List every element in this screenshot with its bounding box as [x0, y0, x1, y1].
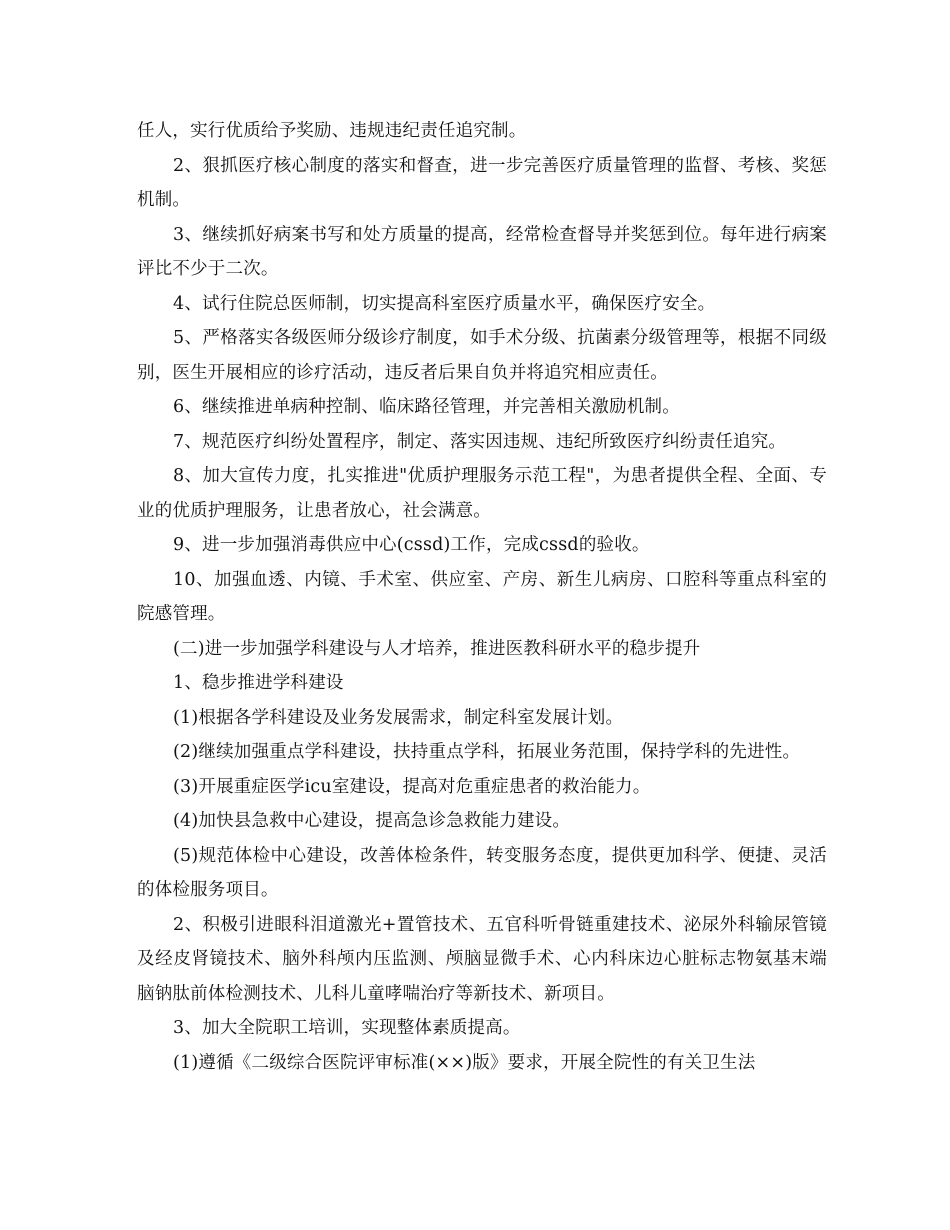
document-body	[137, 114, 827, 1080]
paragraph-9: 9、进一步加强消毒供应中心(cssd)工作，完成cssd的验收。	[173, 535, 650, 555]
paragraph-6: 6、继续推进单病种控制、临床路径管理，并完善相关激励机制。	[173, 397, 680, 417]
paragraph-2: 2、狠抓医疗核心制度的落实和督查，进一步完善医疗质量管理的监督、考核、奖惩机制。	[137, 155, 827, 210]
paragraph-1: 任人，实行优质给予奖励、违规违纪责任追究制。	[137, 121, 527, 141]
paragraph-14: (2)继续加强重点学科建设，扶持重点学科，拓展业务范围，保持学科的先进性。	[173, 742, 801, 762]
paragraph-5: 5、严格落实各级医师分级诊疗制度，如手术分级、抗菌素分级管理等，根据不同级别，医生开展相应的诊疗活动，违反者后果自负并将追究相应责任。	[137, 328, 827, 383]
paragraph-16: (4)加快县急救中心建设，提高急诊急救能力建设。	[173, 811, 571, 831]
paragraph-8: 8、加大宣传力度，扎实推进"优质护理服务示范工程"，为患者提供全程、全面、专业的优质护理服务，让患者放心，社会满意。	[137, 466, 827, 521]
paragraph-3: 3、继续抓好病案书写和处方质量的提高，经常检查督导并奖惩到位。每年进行病案评比不少于二次。	[137, 224, 827, 279]
paragraph-4: 4、试行住院总医师制，切实提高科室医疗质量水平，确保医疗安全。	[173, 293, 716, 314]
paragraph-7: 7、规范医疗纠纷处置程序，制定、落实因违规、违纪所致医疗纠纷责任追究。	[173, 431, 787, 452]
paragraph-13: (1)根据各学科建设及业务发展需求，制定科室发展计划。	[173, 707, 624, 728]
paragraph-19: 3、加大全院职工培训，实现整体素质提高。	[173, 1018, 521, 1038]
paragraph-20: (1)遵循《二级综合医院评审标准(××)版》要求，开展全院性的有关卫生法	[173, 1052, 756, 1073]
paragraph-10: 10、加强血透、内镜、手术室、供应室、产房、新生儿病房、口腔科等重点科室的院感管理。	[137, 569, 827, 624]
subsection-heading-1: 1、稳步推进学科建设	[173, 673, 344, 693]
paragraph-18: 2、积极引进眼科泪道激光+置管技术、五官科听骨链重建技术、泌尿外科输尿管镜及经皮肾镜技术、脑外科颅内压监测、颅脑显微手术、心内科床边心脏标志物氨基末端脑钠肽前体检测技术、儿科儿童哮喘治疗等新技术、新项目。	[137, 914, 827, 1004]
section-heading-2: (二)进一步加强学科建设与人才培养，推进医教科研水平的稳步提升	[173, 638, 701, 659]
paragraph-17: (5)规范体检中心建设，改善体检条件，转变服务态度，提供更加科学、便捷、灵活的体检服务项目。	[137, 845, 827, 900]
paragraph-15: (3)开展重症医学icu室建设，提高对危重症患者的救治能力。	[173, 776, 651, 797]
